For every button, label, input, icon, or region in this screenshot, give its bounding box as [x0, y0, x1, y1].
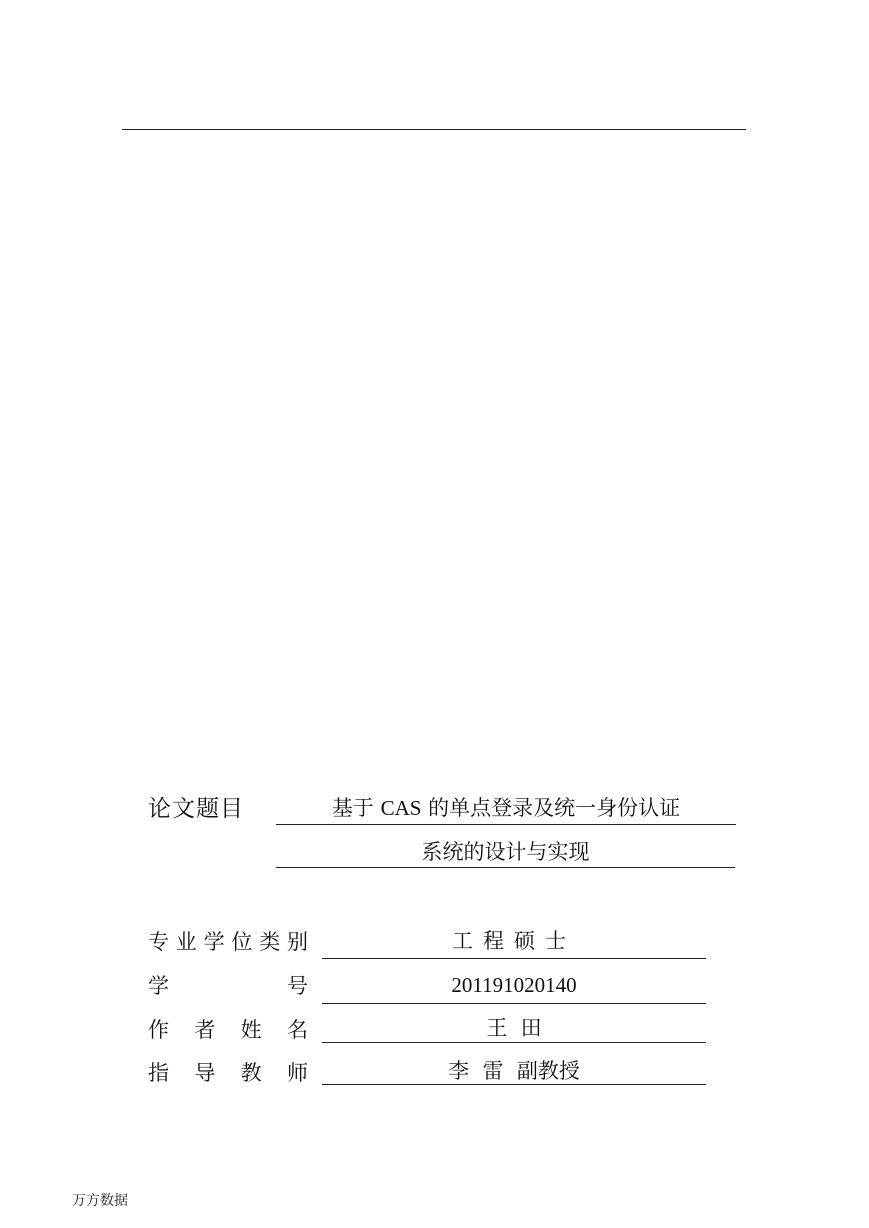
label-char: 者	[194, 1018, 216, 1042]
label-char: 作	[148, 1018, 169, 1042]
label-char: 别	[286, 930, 308, 954]
label-char: 位	[231, 930, 253, 954]
label-char: 名	[286, 1018, 308, 1042]
footer-watermark: 万方数据	[72, 1193, 128, 1209]
author-name-value: 王 田	[322, 1010, 706, 1043]
top-divider	[122, 129, 746, 130]
title-suffix: 的单点登录及统一身份认证	[428, 796, 681, 820]
label-char: 指	[148, 1061, 169, 1085]
label-char: 师	[286, 1061, 308, 1085]
author-name-label	[148, 1014, 308, 1044]
label-char: 教	[240, 1061, 262, 1085]
thesis-title-line-1	[276, 790, 736, 825]
label-char: 类	[259, 930, 281, 954]
student-id-value: 201191020140	[322, 966, 706, 1004]
label-char: 学	[203, 930, 225, 954]
thesis-title-line-2: 系统的设计与实现	[276, 834, 735, 868]
label-char: 学	[148, 974, 169, 998]
label-char: 业	[175, 930, 197, 954]
label-char: 号	[287, 974, 308, 998]
advisor-value: 李 雷 副教授	[322, 1052, 706, 1085]
student-id-label	[148, 970, 308, 1000]
advisor-label	[148, 1057, 308, 1087]
label-char: 姓	[240, 1018, 262, 1042]
label-char: 专	[148, 930, 169, 954]
thesis-title-label: 论文题目	[148, 796, 244, 822]
label-char: 导	[194, 1061, 216, 1085]
degree-type-value: 工程硕士	[322, 922, 706, 959]
title-latin: CAS	[380, 796, 422, 820]
degree-type-label	[148, 926, 308, 956]
title-prefix: 基于	[331, 796, 374, 820]
